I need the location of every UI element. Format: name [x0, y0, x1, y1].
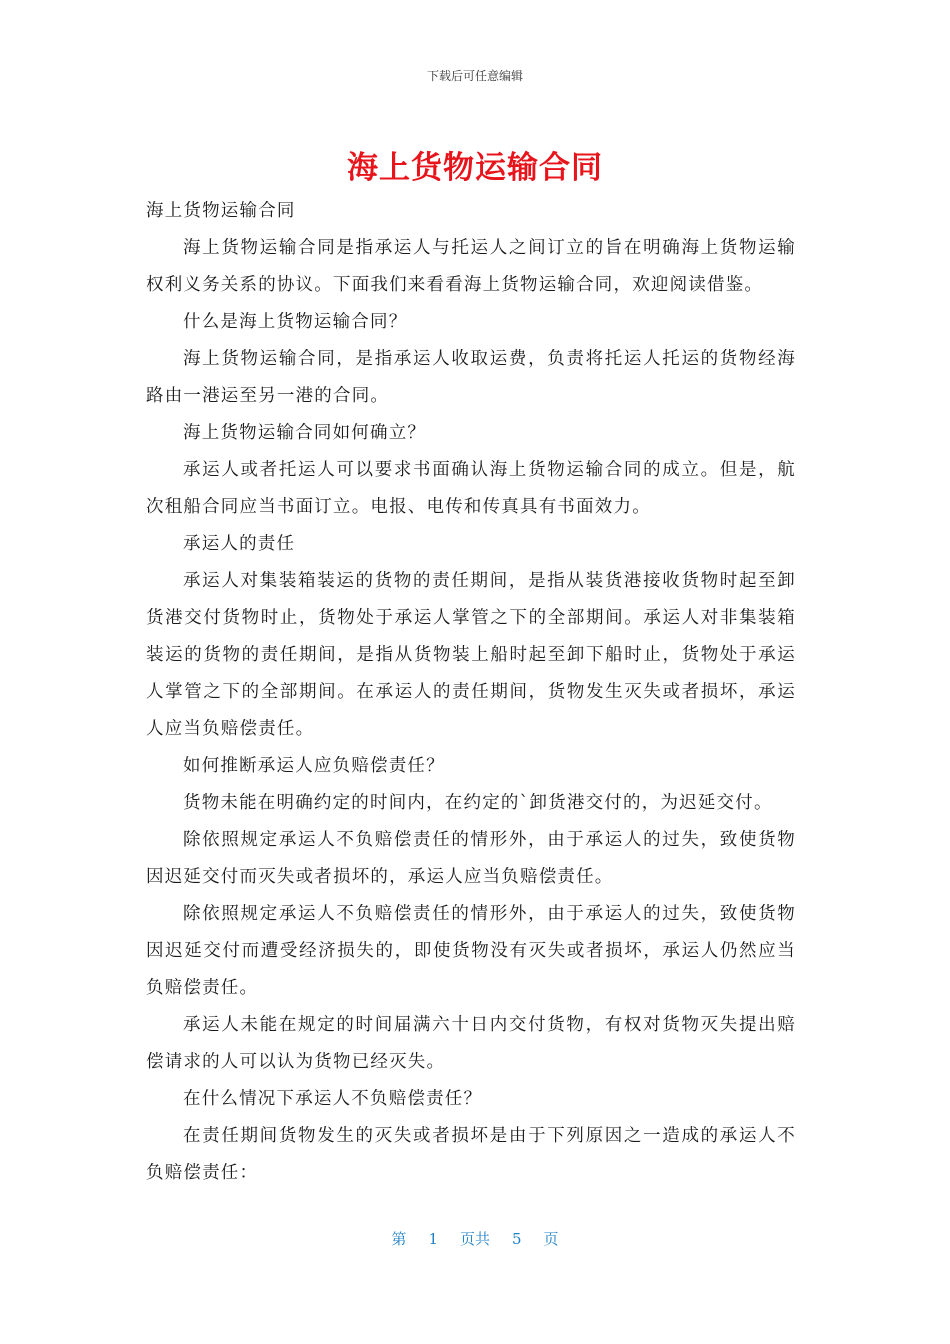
footer-middle: 页共	[459, 1230, 490, 1248]
delay-definition-paragraph: 货物未能在明确约定的时间内，在约定的`卸货港交付的，为迟延交付。	[183, 793, 773, 813]
economic-loss-paragraph: 除依照规定承运人不负赔偿责任的情形外，由于承运人的过失，致使货物因迟延交付而遭受经济损失的，即使货物没有灭失或者损坏，承运人仍然应当负赔偿责任。	[146, 904, 796, 998]
delay-loss-paragraph: 除依照规定承运人不负赔偿责任的情形外，由于承运人的过失，致使货物因迟延交付而灭失或者损坏的，承运人应当负赔偿责任。	[146, 830, 796, 887]
definition-paragraph: 海上货物运输合同，是指承运人收取运费，负责将托运人托运的货物经海路由一港运至另一港的合同。	[146, 349, 796, 406]
section-question-definition: 什么是海上货物运输合同？	[183, 312, 408, 332]
document-title: 海上货物运输合同	[347, 150, 603, 186]
page-number-footer	[0, 1228, 950, 1249]
footer-suffix: 页	[543, 1230, 559, 1248]
section-question-formation: 海上货物运输合同如何确立？	[183, 423, 427, 443]
footer-current-page: 1	[428, 1230, 438, 1248]
footer-total-pages: 5	[512, 1230, 522, 1248]
footer-prefix: 第	[391, 1230, 407, 1248]
liability-period-paragraph: 承运人对集装箱装运的货物的责任期间，是指从装货港接收货物时起至卸货港交付货物时止，货物处于承运人掌管之下的全部期间。承运人对非集装箱装运的货物的责任期间，是指从货物装上船时起至卸下船时止，货物处于承运人掌管之下的全部期间。在承运人的责任期间，货物发生灭失或者损坏，承运人应当负赔偿责任。	[146, 571, 796, 739]
page-header-note: 下载后可任意编辑	[426, 69, 523, 83]
sixty-days-paragraph: 承运人未能在规定的时间届满六十日内交付货物，有权对货物灭失提出赔偿请求的人可以认为货物已经灭失。	[146, 1015, 796, 1072]
body-heading: 海上货物运输合同	[146, 201, 296, 221]
section-question-determine-liability: 如何推断承运人应负赔偿责任？	[183, 756, 445, 776]
document-body	[146, 193, 796, 1192]
section-heading-carrier-liability: 承运人的责任	[183, 534, 296, 554]
exemption-paragraph: 在责任期间货物发生的灭失或者损坏是由于下列原因之一造成的承运人不负赔偿责任：	[146, 1126, 796, 1183]
intro-paragraph: 海上货物运输合同是指承运人与托运人之间订立的旨在明确海上货物运输权利义务关系的协议。下面我们来看看海上货物运输合同，欢迎阅读借鉴。	[146, 238, 796, 295]
formation-paragraph: 承运人或者托运人可以要求书面确认海上货物运输合同的成立。但是，航次租船合同应当书面订立。电报、电传和传真具有书面效力。	[146, 460, 796, 517]
section-question-exemption: 在什么情况下承运人不负赔偿责任？	[183, 1089, 483, 1109]
